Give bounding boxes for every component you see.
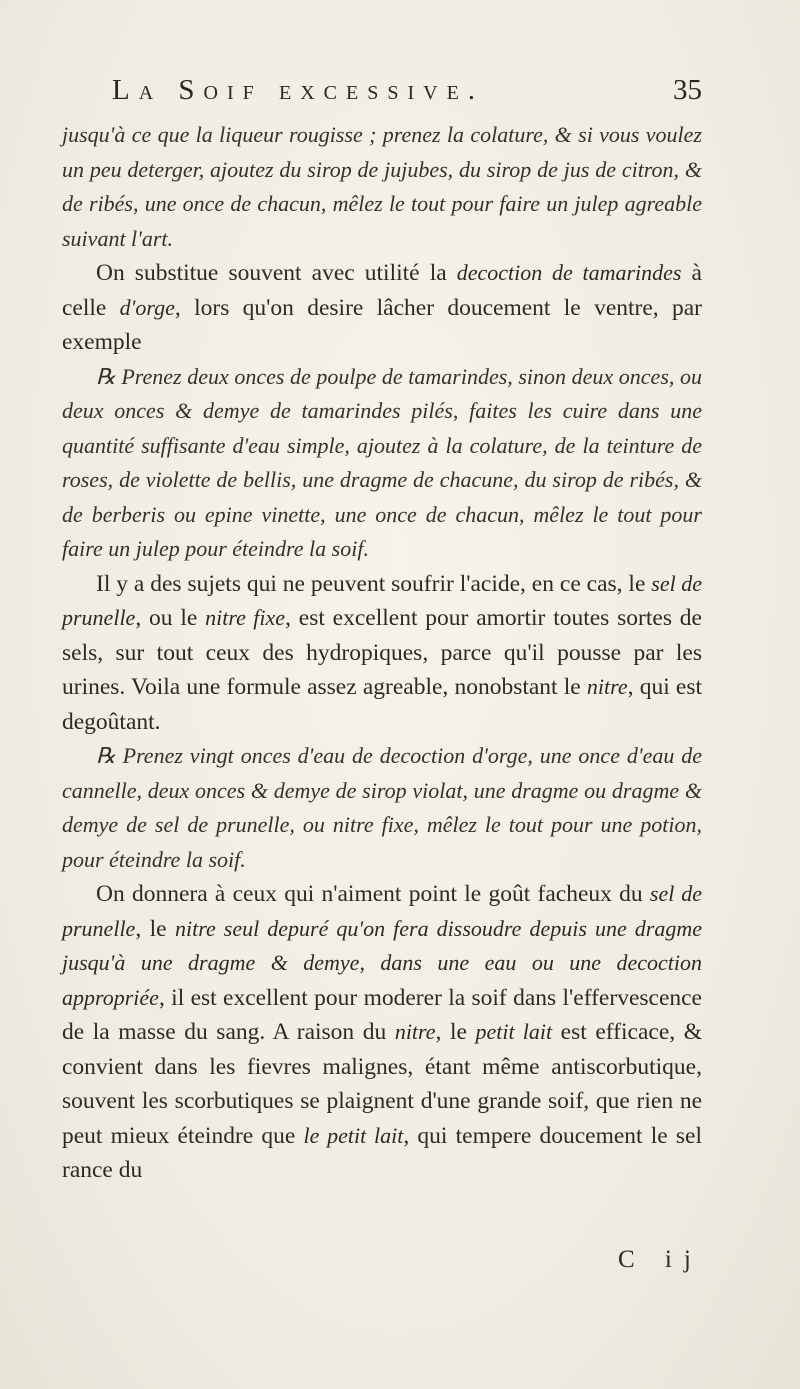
emphasis-petit-lait: petit lait — [475, 1019, 553, 1044]
running-title: La Soif excessive. — [112, 74, 485, 106]
recipe-tamarind-julep: ℞ Prenez deux onces de poulpe de tamarindes, sinon deux onces, ou deux onces & demye de tamarindes pilés, faites les cuire dans une quantité suffisante d'eau simple, ajoutez à la colature, de la teinture de roses, de violette de bellis, une dragme de chacune, du sirop de ribés, & de berberis ou epine vinette, une once de chacun, mêlez le tout pour faire un julep pour éteindre la soif. — [62, 363, 702, 561]
signature-mark: C ij — [618, 1246, 703, 1273]
paragraph-julep-continuation: jusqu'à ce que la liqueur rougisse ; prenez la colature, & si vous voulez un peu deterger, ajoutez du sirop de jujubes, du sirop de jus de citron, & de ribés, une once de chacun, mêlez le tout pour faire un julep agreable suivant l'art. — [62, 122, 702, 251]
text-run: Il y a des sujets qui ne peuvent soufrir l'acide, en ce cas, le — [96, 570, 652, 597]
recipe-orge-potion: ℞ Prenez vingt onces d'eau de decoction d'orge, une once d'eau de cannelle, deux onces & demye de sirop violat, une dragme ou dragme & demye de sel de prunelle, ou nitre fixe, mêlez le tout pour une potion, pour éteindre la soif. — [62, 743, 702, 872]
paragraph-petit-lait — [62, 877, 702, 1188]
body-text — [62, 118, 702, 1188]
text-run: , qui tempere doucement le sel rance du — [62, 1122, 702, 1183]
emphasis-nitre-seul: nitre seul depuré qu'on fera dissoudre depuis une dragme jusqu'à une dragme & demye, dans une eau ou une decoction appropriée — [62, 915, 702, 1010]
paragraph-sel-de-prunelle — [62, 567, 702, 740]
emphasis-orge: d'orge — [119, 294, 175, 320]
emphasis-sel-de-prunelle: sel de prunelle — [62, 570, 703, 630]
emphasis-sel-de-prunelle: sel de prunelle — [62, 881, 703, 941]
text-run: , lors qu'on desire lâcher doucement le ventre, par exemple — [62, 294, 702, 355]
page-number: 35 — [673, 74, 702, 106]
text-run: On substitue souvent avec utilité la — [96, 260, 457, 286]
text-run: , ou le — [135, 605, 206, 631]
emphasis-nitre: nitre — [394, 1019, 436, 1044]
page-header — [112, 74, 702, 114]
text-run: On donnera à ceux qui n'aiment point le goût facheux du — [96, 881, 650, 907]
text-run: , le — [435, 1019, 476, 1045]
text-run: , est excellent pour amortir toutes sortes de sels, sur tout ceux des hydropiques, parce qu'il pousse par les urines. Voila une formule assez agreable, nonobstant le — [62, 605, 702, 700]
emphasis-nitre-fixe: nitre fixe — [205, 605, 286, 630]
text-run: , le — [135, 915, 176, 942]
text-run: , qui est degoûtant. — [62, 674, 702, 735]
emphasis-decoction: decoction de tamarindes — [456, 260, 682, 285]
text-run: , il est excellent pour moderer la soif dans l'effervescence de la masse du sang. A raison du — [62, 984, 702, 1045]
paragraph-tamarind-intro — [62, 256, 702, 360]
text-run: est efficace, & convient dans les fievres malignes, étant même antiscorbutique, souvent les scorbutiques se plaignent d'une grande soif, que rien ne peut mieux éteindre que — [62, 1019, 702, 1149]
emphasis-le-petit-lait: le petit lait — [303, 1122, 404, 1148]
text-run: à celle — [62, 260, 702, 321]
emphasis-nitre: nitre — [586, 674, 628, 699]
